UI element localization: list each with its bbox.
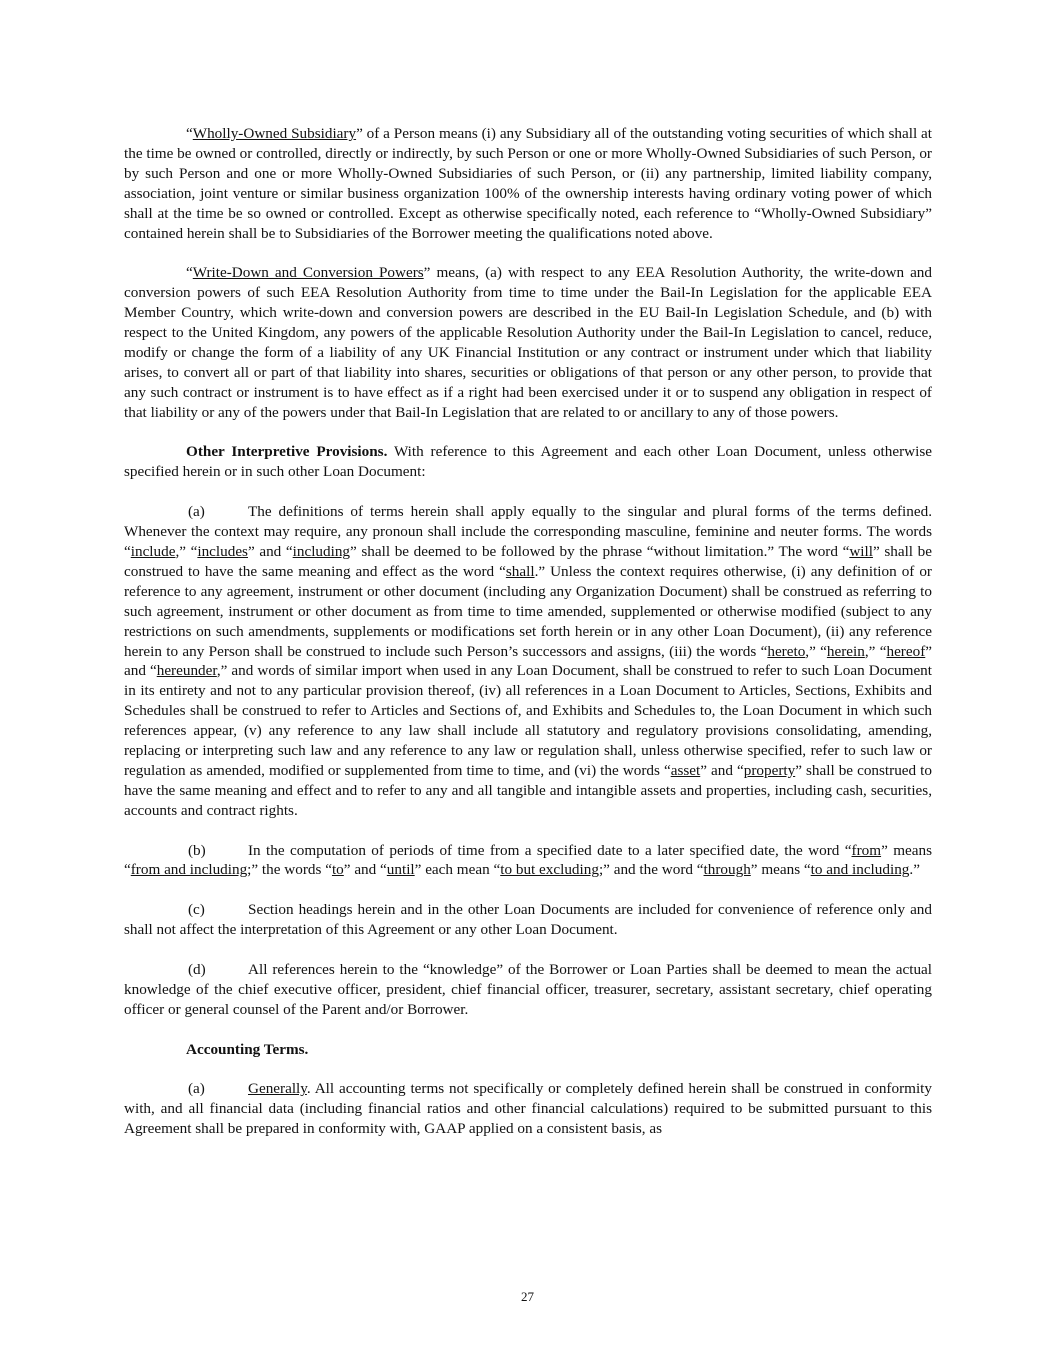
section-heading-accounting-terms: Accounting Terms. (186, 1040, 309, 1058)
section-heading: Other Interpretive Provisions. (186, 443, 388, 461)
page-number: 27 (521, 1289, 534, 1304)
clause-label: (c) (188, 901, 205, 919)
clause-label: (b) (188, 841, 206, 859)
definition-wholly-owned-subsidiary: “Wholly-Owned Subsidiary” of a Person means (i) any Subsidiary all of the outstanding voting securities of which shall at the time be owned or controlled, directly or indirectly, by such Person or one or more Wholly-Owned Subsidiaries of such Person, or by such Person and one or more Wholly-Owned Subsidiaries of such Person, or (ii) any partnership, limited liability company, association, joint venture or similar business organization 100% of the ownership interests having ordinary voting power of which shall at the time be so owned or controlled. Except as otherwise specifically noted, each reference to “Wholly-Owned Subsidiary” contained herein shall be to Subsidiaries of the Borrower meeting the qualifications noted above. (124, 125, 932, 242)
clause-a-definitions: (a) The definitions of terms herein shall apply equally to the singular and plural forms of the terms defined. Whenever the context may require, any pronoun shall include the corresponding masculine, feminine and neuter forms. The words “include,” “includes” and “including” shall be deemed to be followed by the phrase “without limitation.” The word “will” shall be construed to have the same meaning and effect as the word “shall.” Unless the context requires otherwise, (i) any definition of or reference to any agreement, instrument or other document (including any Organization Document) shall be construed as referring to such agreement, instrument or other document as from time to time amended, supplemented or otherwise modified (subject to any restrictions on such amendments, supplements or modifications set forth herein or in any other Loan Document), (ii) any reference herein to any Person shall be construed to include such Person’s successors and assigns, (iii) the words “hereto,” “herein,” “hereof” and “hereunder,” and words of similar import when used in any Loan Document, shall be construed to refer to such Loan Document in its entirety and not to any particular provision thereof, (iv) all references in a Loan Document to Articles, Sections, Exhibits and Schedules shall be construed to refer to Articles and Sections of, and Exhibits and Schedules to, the Loan Document in which such references appear, (v) any reference to any law shall include all statutory and regulatory provisions consolidating, amending, replacing or interpreting such law and any reference to any law or regulation shall, unless otherwise specified, refer to such law or regulation as amended, modified or supplemented from time to time, and (vi) the words “asset” and “property” shall be construed to have the same meaning and effect and to refer to any and all tangible and intangible assets and properties, including cash, securities, accounts and contract rights. (124, 503, 933, 819)
defined-term: Write-Down and Conversion Powers (192, 264, 424, 282)
defined-term: Generally (248, 1080, 307, 1098)
clause-a-generally: (a) Generally. All accounting terms not specifically or completely defined herein shall be construed in conformity with, and all financial data (including financial ratios and other financial calculations) required to be submitted pursuant to this Agreement shall be prepared in conformity with, GAAP applied on a consistent basis, as (124, 1080, 932, 1138)
clause-label: (d) (188, 960, 206, 978)
clause-label: (a) (188, 1080, 205, 1098)
clause-b-computation-of-time: (b) In the computation of periods of time from a specified date to a later specified date, the word “from” means “from and including;” the words “to” and “until” each mean “to but excluding;” and the word “through” means “to and including.” (124, 841, 932, 879)
document-page (124, 124, 932, 1159)
section-other-interpretive-provisions: Other Interpretive Provisions. With reference to this Agreement and each other Loan Document, unless otherwise specified herein or in such other Loan Document: (124, 443, 932, 481)
clause-d-knowledge: (d) All references herein to the “knowledge” of the Borrower or Loan Parties shall be deemed to mean the actual knowledge of the chief executive officer, president, chief financial officer, treasurer, secretary, assistant secretary, chief operating officer or general counsel of the Parent and/or Borrower. (124, 960, 932, 1018)
defined-term: Wholly-Owned Subsidiary (192, 125, 357, 142)
clause-label: (a) (188, 503, 205, 521)
clause-c-section-headings: (c) Section headings herein and in the other Loan Documents are included for convenience of reference only and shall not affect the interpretation of this Agreement or any other Loan Document. (124, 901, 932, 939)
definition-write-down-conversion-powers: “Write-Down and Conversion Powers” means, (a) with respect to any EEA Resolution Authority, the write-down and conversion powers of such EEA Resolution Authority from time to time under the Bail-In Legislation for the applicable EEA Member Country, which write-down and conversion powers are described in the EU Bail-In Legislation Schedule, and (b) with respect to the United Kingdom, any powers of the applicable Resolution Authority under the Bail-In Legislation to cancel, reduce, modify or change the form of a liability of any UK Financial Institution or any contract or instrument under which that liability arises, to convert all or part of that liability into shares, securities or obligations of that person or any other person, to provide that any such contract or instrument is to have effect as if a right had been exercised under it or to suspend any obligation in respect of that liability or any of the powers under that Bail-In Legislation that are related to or ancillary to any of those powers. (124, 264, 932, 421)
